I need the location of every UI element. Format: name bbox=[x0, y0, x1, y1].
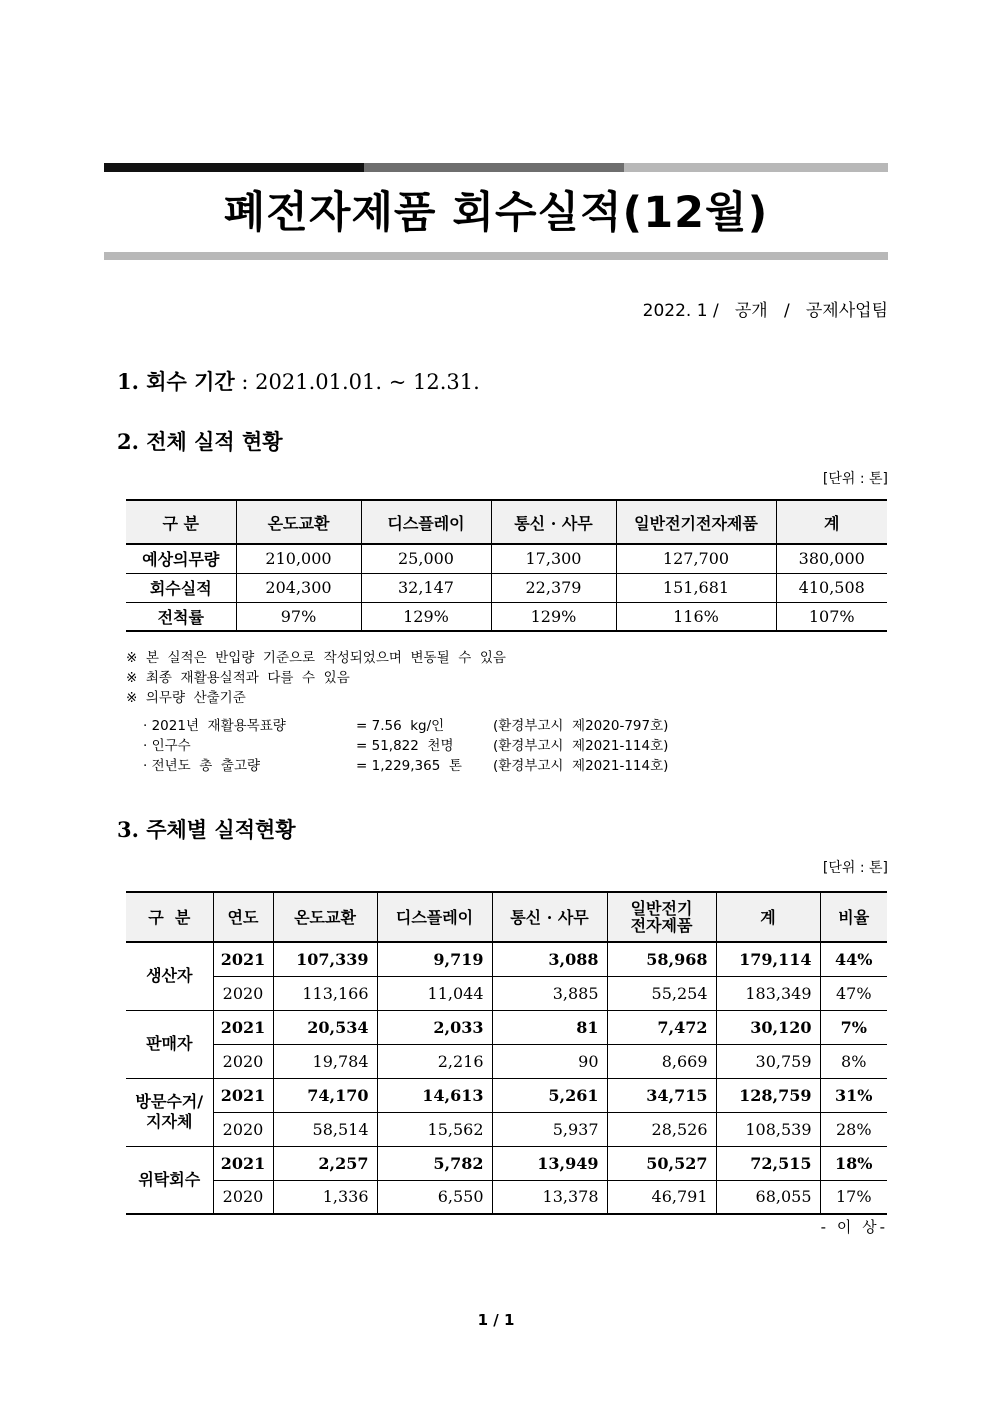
ratio-cell: 7% bbox=[820, 1010, 887, 1044]
table-cell: 55,254 bbox=[607, 976, 716, 1010]
table-row bbox=[126, 1010, 887, 1044]
year-cell: 2020 bbox=[213, 1044, 273, 1078]
row-label: 전척률 bbox=[157, 607, 204, 627]
ratio-cell: 17% bbox=[820, 1180, 887, 1214]
year-cell: 2021 bbox=[213, 1010, 273, 1044]
table-cell: 128,759 bbox=[716, 1078, 820, 1112]
table-row bbox=[126, 1078, 887, 1112]
criteria-row bbox=[143, 736, 668, 756]
criteria-name: · 2021년 재활용목표량 bbox=[143, 718, 286, 734]
end-mark: - 이 상- bbox=[820, 1218, 888, 1236]
criteria-row bbox=[143, 756, 668, 776]
criteria-reference: (환경부고시 제2020-797호) bbox=[493, 718, 669, 734]
header-temperature-exchange: 온도교환 bbox=[273, 892, 377, 942]
section3-unit: [단위 : 톤] bbox=[822, 860, 888, 876]
table-cell: 183,349 bbox=[716, 976, 820, 1010]
table-cell: 81 bbox=[492, 1010, 607, 1044]
table-cell: 9,719 bbox=[377, 942, 492, 976]
table-cell: 13,378 bbox=[492, 1180, 607, 1214]
table-cell: 116% bbox=[616, 602, 776, 631]
criteria-name: · 전년도 총 출고량 bbox=[143, 758, 261, 774]
table-cell: 6,550 bbox=[377, 1180, 492, 1214]
page-number: 1 / 1 bbox=[477, 1311, 515, 1329]
table-cell: 22,379 bbox=[491, 573, 616, 602]
table-cell: 210,000 bbox=[236, 544, 361, 573]
group-label: 판매자 bbox=[126, 1010, 213, 1078]
table-cell: 107,339 bbox=[273, 942, 377, 976]
by-entity-results-table bbox=[126, 891, 887, 1215]
table-cell: 90 bbox=[492, 1044, 607, 1078]
criteria-value: = 1,229,365 톤 bbox=[356, 758, 462, 774]
section1-title: 1. 회수 기간 bbox=[117, 369, 235, 394]
table-cell: 20,534 bbox=[273, 1010, 377, 1044]
header-total: 계 bbox=[776, 500, 887, 544]
rule-segment-dark bbox=[104, 163, 364, 172]
table-cell: 30,120 bbox=[716, 1010, 820, 1044]
document-meta: 2022. 1 / 공개 / 공제사업팀 bbox=[642, 301, 888, 321]
table-cell: 380,000 bbox=[776, 544, 887, 573]
group-label: 생산자 bbox=[126, 942, 213, 1010]
title-bottom-rule bbox=[104, 252, 888, 260]
table-cell: 179,114 bbox=[716, 942, 820, 976]
ratio-cell: 47% bbox=[820, 976, 887, 1010]
table-cell: 129% bbox=[491, 602, 616, 631]
notes-list bbox=[126, 648, 506, 708]
table-cell: 19,784 bbox=[273, 1044, 377, 1078]
header-telecom-office: 통신 · 사무 bbox=[492, 892, 607, 942]
table-cell: 5,937 bbox=[492, 1112, 607, 1146]
table-cell: 11,044 bbox=[377, 976, 492, 1010]
header-display: 디스플레이 bbox=[377, 892, 492, 942]
table-header-row bbox=[126, 500, 887, 544]
section2-heading: 2. 전체 실적 현황 bbox=[117, 429, 283, 454]
table-cell: 14,613 bbox=[377, 1078, 492, 1112]
table-cell: 58,514 bbox=[273, 1112, 377, 1146]
ratio-cell: 8% bbox=[820, 1044, 887, 1078]
table-row bbox=[126, 1180, 887, 1214]
criteria-reference: (환경부고시 제2021-114호) bbox=[493, 738, 669, 754]
table-cell: 108,539 bbox=[716, 1112, 820, 1146]
ratio-cell: 18% bbox=[820, 1146, 887, 1180]
table-cell: 50,527 bbox=[607, 1146, 716, 1180]
rule-segment-light bbox=[624, 163, 888, 172]
table-cell: 1,336 bbox=[273, 1180, 377, 1214]
year-cell: 2021 bbox=[213, 1146, 273, 1180]
criteria-value: = 7.56 kg/인 bbox=[356, 718, 445, 734]
year-cell: 2021 bbox=[213, 1078, 273, 1112]
table-cell: 17,300 bbox=[491, 544, 616, 573]
row-label: 예상의무량 bbox=[142, 550, 220, 570]
note-item: ※ 의무량 산출기준 bbox=[126, 690, 246, 706]
section1-heading bbox=[117, 366, 480, 396]
rule-segment-mid bbox=[364, 163, 624, 172]
note-item: ※ 본 실적은 반입량 기준으로 작성되었으며 변동될 수 있음 bbox=[126, 650, 506, 666]
section1-period: : 2021.01.01. ~ 12.31. bbox=[234, 370, 480, 394]
criteria-value: = 51,822 천명 bbox=[356, 738, 454, 754]
table-cell: 8,669 bbox=[607, 1044, 716, 1078]
header-temperature-exchange: 온도교환 bbox=[236, 500, 361, 544]
table-cell: 2,257 bbox=[273, 1146, 377, 1180]
header-general-electronics: 일반전기전자제품 bbox=[616, 500, 776, 544]
table-cell: 151,681 bbox=[616, 573, 776, 602]
year-cell: 2021 bbox=[213, 942, 273, 976]
table-row bbox=[126, 544, 887, 573]
table-cell: 3,088 bbox=[492, 942, 607, 976]
table-cell: 28,526 bbox=[607, 1112, 716, 1146]
group-label: 방문수거/ 지자체 bbox=[126, 1078, 213, 1146]
overall-results-table bbox=[126, 499, 887, 632]
table-header-row bbox=[126, 892, 887, 942]
table-cell: 2,216 bbox=[377, 1044, 492, 1078]
header-telecom-office: 통신 · 사무 bbox=[491, 500, 616, 544]
table-cell: 74,170 bbox=[273, 1078, 377, 1112]
ratio-cell: 31% bbox=[820, 1078, 887, 1112]
table-cell: 204,300 bbox=[236, 573, 361, 602]
table-row bbox=[126, 1112, 887, 1146]
year-cell: 2020 bbox=[213, 1112, 273, 1146]
table-row bbox=[126, 976, 887, 1010]
table-cell: 30,759 bbox=[716, 1044, 820, 1078]
table-cell: 46,791 bbox=[607, 1180, 716, 1214]
table-cell: 13,949 bbox=[492, 1146, 607, 1180]
table-cell: 129% bbox=[361, 602, 491, 631]
table-cell: 3,885 bbox=[492, 976, 607, 1010]
header-category: 구 분 bbox=[162, 513, 199, 533]
obligation-criteria bbox=[143, 716, 668, 776]
note-item: ※ 최종 재활용실적과 다를 수 있음 bbox=[126, 670, 350, 686]
table-cell: 410,508 bbox=[776, 573, 887, 602]
table-row bbox=[126, 942, 887, 976]
table-row bbox=[126, 1146, 887, 1180]
table-cell: 2,033 bbox=[377, 1010, 492, 1044]
header-display: 디스플레이 bbox=[361, 500, 491, 544]
row-label: 회수실적 bbox=[149, 579, 212, 598]
table-cell: 15,562 bbox=[377, 1112, 492, 1146]
section3-heading: 3. 주체별 실적현황 bbox=[117, 817, 296, 842]
table-cell: 5,782 bbox=[377, 1146, 492, 1180]
header-ratio: 비율 bbox=[820, 892, 887, 942]
table-cell: 32,147 bbox=[361, 573, 491, 602]
header-year: 연도 bbox=[213, 892, 273, 942]
table-cell: 5,261 bbox=[492, 1078, 607, 1112]
document-title: 폐전자제품 회수실적(12월) bbox=[223, 188, 769, 238]
table-cell: 68,055 bbox=[716, 1180, 820, 1214]
section2-unit: [단위 : 톤] bbox=[822, 471, 888, 487]
table-cell: 113,166 bbox=[273, 976, 377, 1010]
table-cell: 72,515 bbox=[716, 1146, 820, 1180]
header-category: 구 분 bbox=[148, 907, 191, 927]
table-cell: 25,000 bbox=[361, 544, 491, 573]
table-row bbox=[126, 602, 887, 631]
table-cell: 58,968 bbox=[607, 942, 716, 976]
ratio-cell: 44% bbox=[820, 942, 887, 976]
criteria-reference: (환경부고시 제2021-114호) bbox=[493, 758, 669, 774]
table-cell: 97% bbox=[236, 602, 361, 631]
table-cell: 34,715 bbox=[607, 1078, 716, 1112]
year-cell: 2020 bbox=[213, 976, 273, 1010]
table-cell: 107% bbox=[776, 602, 887, 631]
criteria-name: · 인구수 bbox=[143, 738, 191, 754]
header-general-electronics: 일반전기 전자제품 bbox=[607, 892, 716, 942]
group-label: 위탁회수 bbox=[126, 1146, 213, 1214]
table-row bbox=[126, 1044, 887, 1078]
title-top-rule bbox=[104, 163, 888, 172]
ratio-cell: 28% bbox=[820, 1112, 887, 1146]
criteria-row bbox=[143, 716, 668, 736]
year-cell: 2020 bbox=[213, 1180, 273, 1214]
header-total: 계 bbox=[716, 892, 820, 942]
table-row bbox=[126, 573, 887, 602]
table-cell: 127,700 bbox=[616, 544, 776, 573]
table-cell: 7,472 bbox=[607, 1010, 716, 1044]
